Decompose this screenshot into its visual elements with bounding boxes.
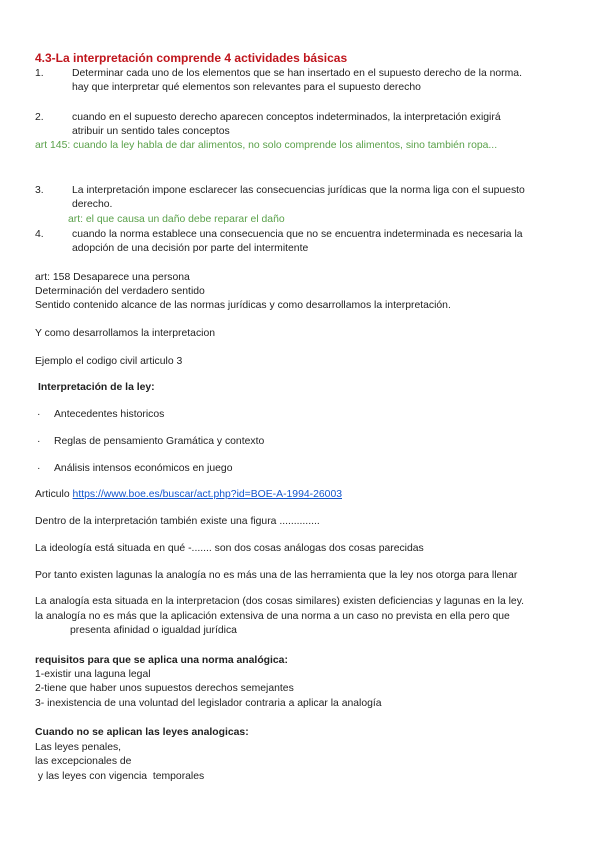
subheading: Interpretación de la ley: bbox=[38, 382, 155, 393]
item-text: hay que interpretar qué elementos son relevantes para el supuesto derecho bbox=[72, 82, 421, 93]
cuando-item: y las leyes con vigencia temporales bbox=[35, 771, 205, 782]
cuando-item: Las leyes penales, bbox=[35, 742, 122, 753]
section-heading: 4.3-La interpretación comprende 4 actividades básicas bbox=[35, 51, 348, 65]
item-number: 2. bbox=[35, 112, 44, 123]
item-number: 4. bbox=[35, 229, 44, 240]
bullet-icon: · bbox=[37, 409, 41, 420]
articulo-label: Articulo bbox=[35, 489, 70, 500]
paragraph-line: presenta afinidad o igualdad jurídica bbox=[70, 625, 237, 636]
requisito-item: 3- inexistencia de una voluntad del legislador contraria a aplicar la analogía bbox=[35, 698, 382, 709]
paragraph-line: Y como desarrollamos la interpretacion bbox=[35, 328, 215, 339]
paragraph-line: Por tanto existen lagunas la analogía no es más una de las herramienta que la ley nos otorga para llenar bbox=[35, 570, 518, 581]
bullet-icon: · bbox=[37, 463, 41, 474]
item-text: adopción de una decisión por parte del intermitente bbox=[72, 243, 309, 254]
paragraph-line: la analogía no es más que la aplicación extensiva de una norma a un caso no prevista en ella pero que bbox=[35, 611, 510, 622]
boe-link[interactable]: https://www.boe.es/buscar/act.php?id=BOE-A-1994-26003 bbox=[72, 489, 342, 500]
articulo-line bbox=[35, 488, 342, 502]
item-text: La interpretación impone esclarecer las consecuencias jurídicas que la norma liga con el supuesto bbox=[72, 185, 525, 196]
paragraph-line: Sentido contenido alcance de las normas jurídicas y como desarrollamos la interpretación. bbox=[35, 300, 451, 311]
green-note: art 145: cuando la ley habla de dar alimentos, no solo comprende los alimentos, sino también ropa... bbox=[35, 140, 498, 151]
paragraph-line: Dentro de la interpretación también existe una figura .............. bbox=[35, 516, 320, 527]
item-number: 3. bbox=[35, 185, 44, 196]
paragraph-line: Determinación del verdadero sentido bbox=[35, 286, 205, 297]
paragraph-line: La analogía esta situada en la interpretacion (dos cosas similares) existen deficiencias y lagunas en la ley. bbox=[35, 596, 525, 607]
requisito-item: 1-existir una laguna legal bbox=[35, 669, 151, 680]
cuando-item: las excepcionales de bbox=[35, 756, 132, 767]
item-number: 1. bbox=[35, 68, 44, 79]
bullet-text: Reglas de pensamiento Gramática y contexto bbox=[54, 436, 265, 447]
requisitos-title: requisitos para que se aplica una norma analógica: bbox=[35, 655, 288, 666]
bullet-icon: · bbox=[37, 436, 41, 447]
paragraph-line: La ideología está situada en qué -....... son dos cosas análogas dos cosas parecidas bbox=[35, 543, 424, 554]
item-text: atribuir un sentido tales conceptos bbox=[72, 126, 230, 137]
cuando-title: Cuando no se aplican las leyes analogicas: bbox=[35, 727, 249, 738]
paragraph-line: Ejemplo el codigo civil articulo 3 bbox=[35, 356, 183, 367]
paragraph-line: art: 158 Desaparece una persona bbox=[35, 272, 190, 283]
item-text: Determinar cada uno de los elementos que se han insertado en el supuesto derecho de la norma. bbox=[72, 68, 522, 79]
item-text: cuando la norma establece una consecuencia que no se encuentra indeterminada es necesaria la bbox=[72, 229, 523, 240]
green-note: art: el que causa un daño debe reparar el daño bbox=[68, 214, 285, 225]
bullet-text: Antecedentes historicos bbox=[54, 409, 165, 420]
item-text: derecho. bbox=[72, 199, 113, 210]
requisito-item: 2-tiene que haber unos supuestos derechos semejantes bbox=[35, 683, 294, 694]
item-text: cuando en el supuesto derecho aparecen conceptos indeterminados, la interpretación exigirá bbox=[72, 112, 501, 123]
bullet-text: Análisis intensos económicos en juego bbox=[54, 463, 233, 474]
